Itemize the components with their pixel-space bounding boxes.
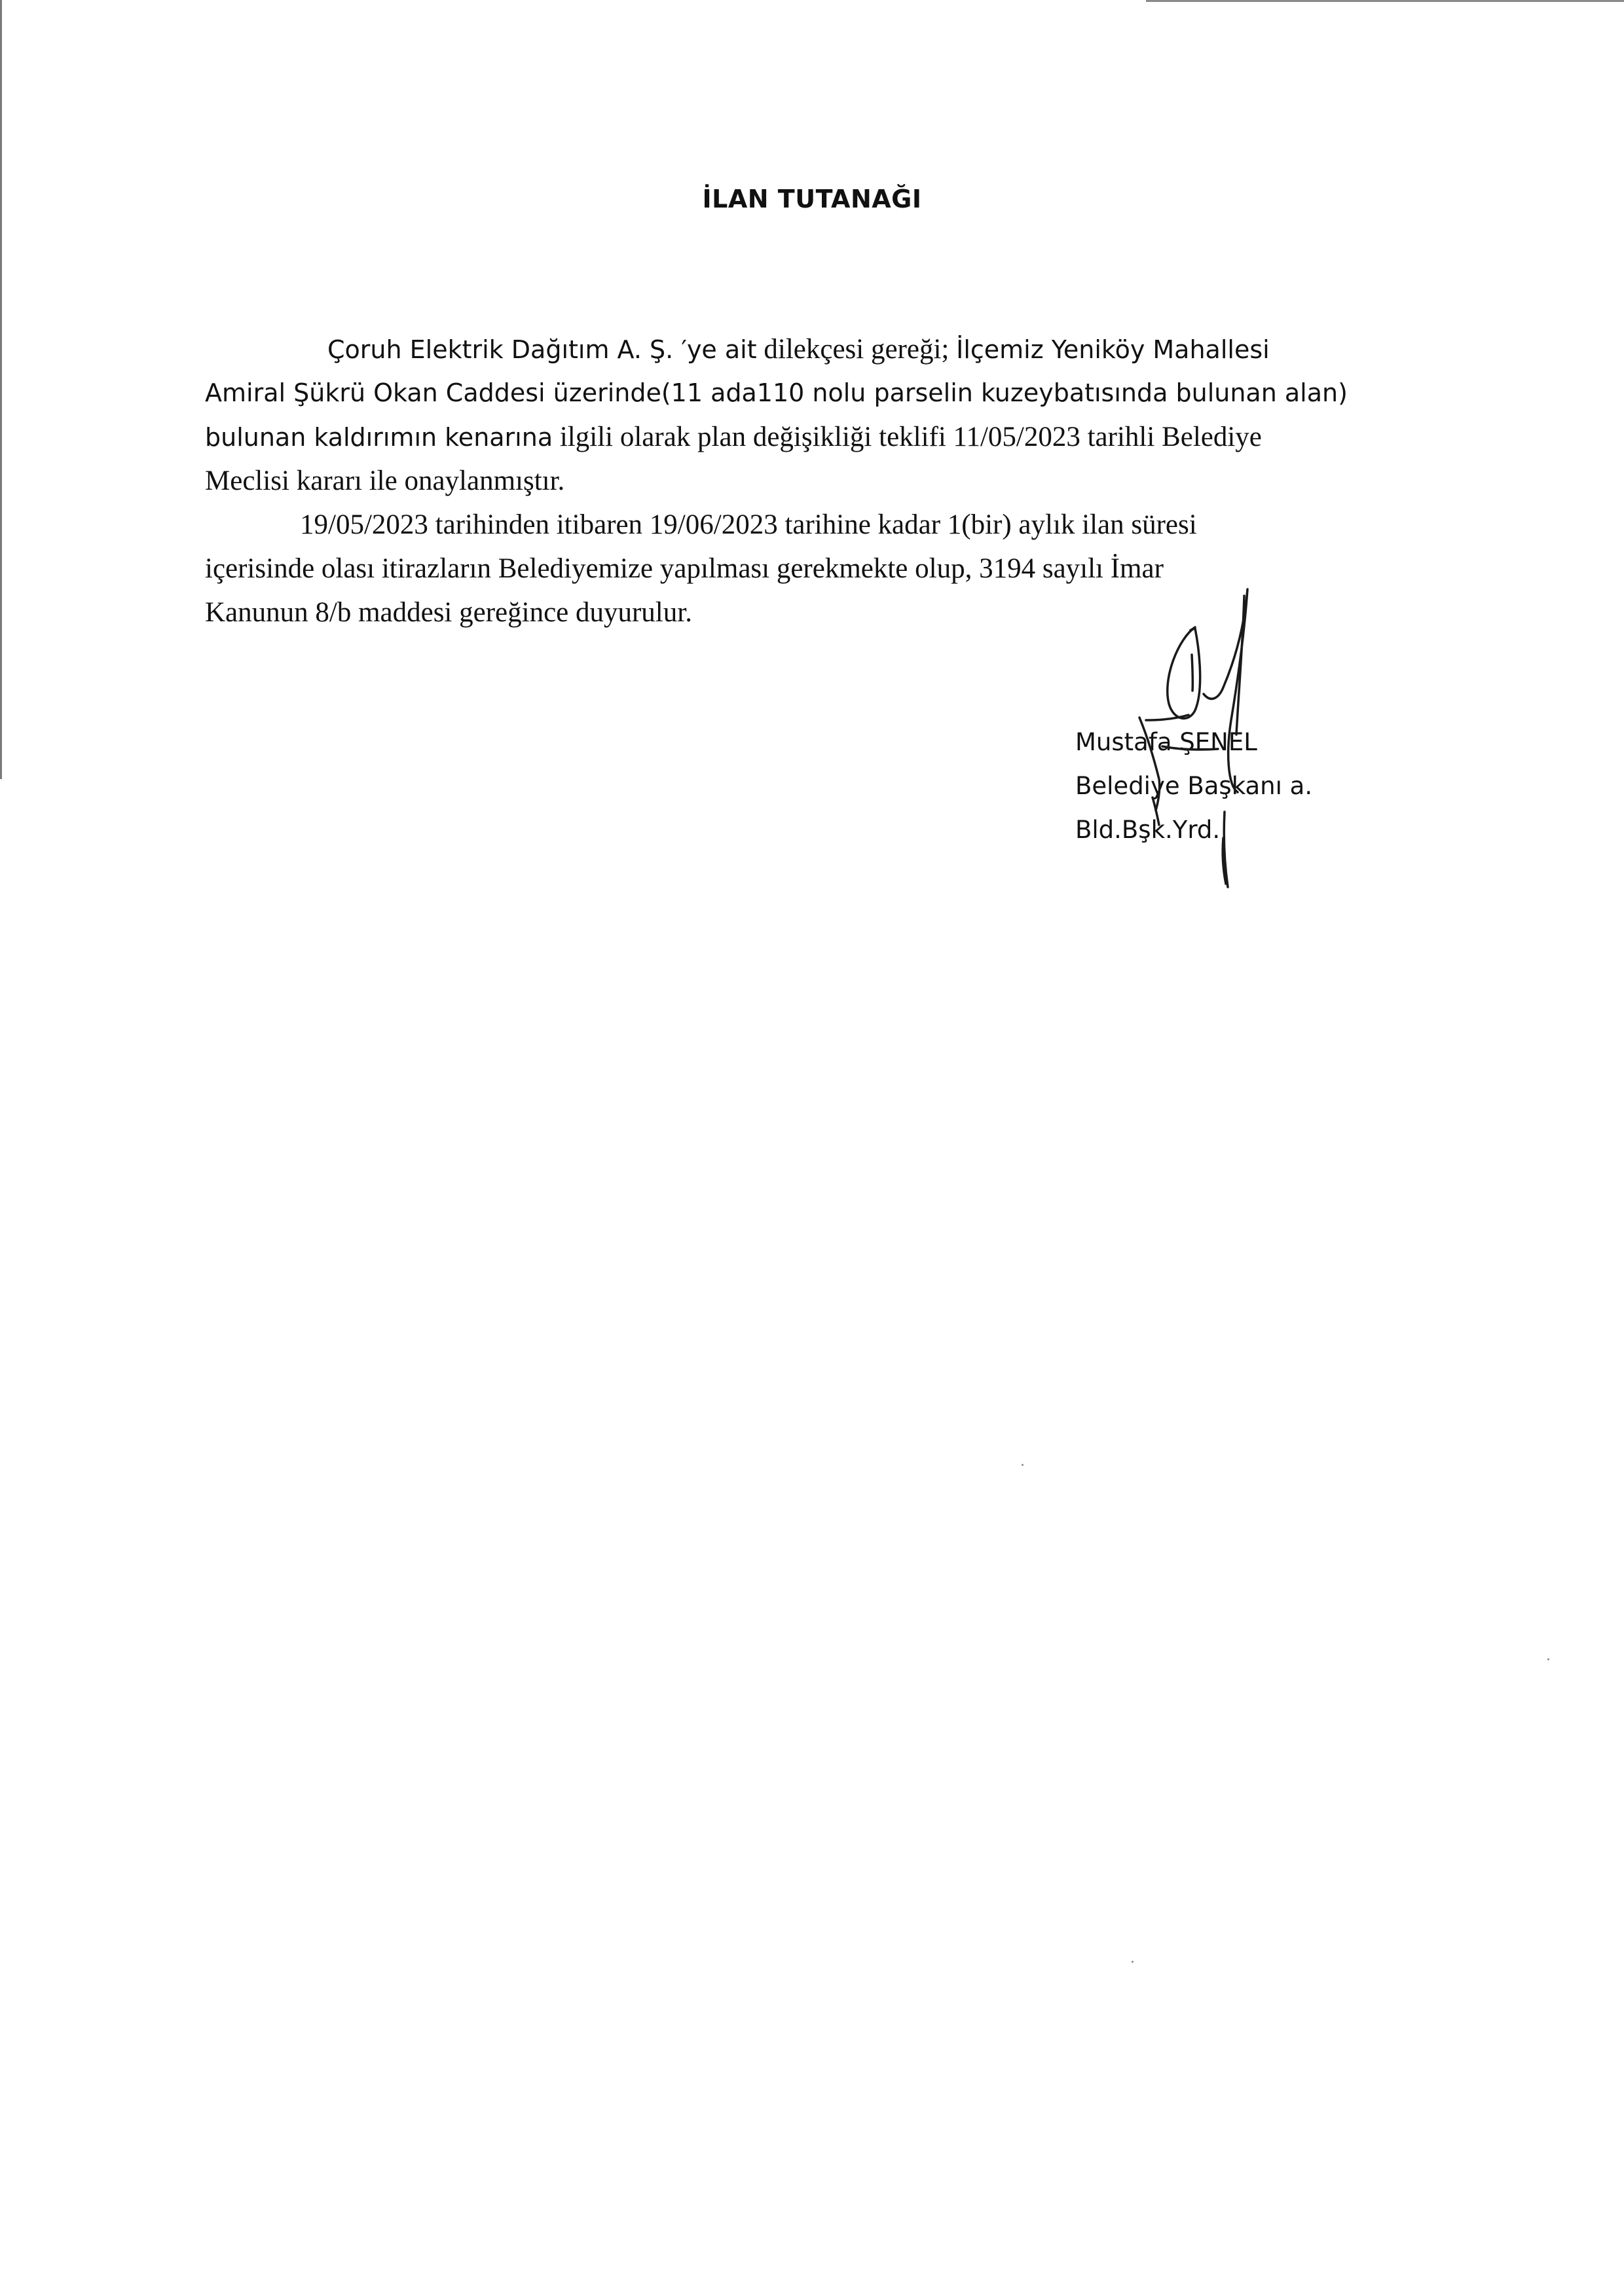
- handwritten-signature-icon: [1048, 563, 1349, 890]
- paragraph1-line1-part1: Çoruh Elektrik Dağıtım A. Ş. ′ye ait: [327, 335, 757, 364]
- paragraph2-line2: içerisinde olası itirazların Belediyemize yapılması gerekmekte olup, 3194 sayılı İmar: [205, 553, 1164, 584]
- paragraph1-line1-part3: İlçemiz Yeniköy Mahallesi: [956, 335, 1270, 364]
- scan-speck-icon: [1022, 1464, 1024, 1466]
- paragraph1-line3-part2: ilgili olarak plan değişikliği teklifi 11/05/2023 tarihli Belediye: [553, 422, 1262, 452]
- paragraph2-line1: 19/05/2023 tarihinden itibaren 19/06/2023 tarihine kadar 1(bir) aylık ilan süresi: [300, 509, 1197, 540]
- paragraph1-line1: [205, 327, 1443, 371]
- paragraph2-line3: Kanunun 8/b maddesi gereğince duyurulur.: [205, 597, 692, 628]
- paragraph1-line3: [205, 415, 1443, 459]
- scan-speck-icon: [1547, 1658, 1549, 1660]
- signatory-title: Belediye Başkanı a.: [1075, 772, 1313, 800]
- paragraph1-line1-part2: dilekçesi gereği;: [756, 334, 957, 365]
- document-title: İLAN TUTANAĞI: [702, 185, 922, 213]
- scan-edge-top: [1146, 0, 1624, 2]
- paragraph1-line2: Amiral Şükrü Okan Caddesi üzerinde(11 ada110 nolu parselin kuzeybatısında bulunan alan): [205, 378, 1348, 407]
- signatory-role: Bld.Bşk.Yrd.: [1075, 816, 1221, 844]
- paragraph1-line4: Meclisi kararı ile onaylanmıştır.: [205, 465, 565, 496]
- scan-edge-left: [0, 0, 2, 779]
- paragraph1-line3-part1: bulunan kaldırımın kenarına: [205, 423, 553, 452]
- scan-speck-icon: [1132, 1961, 1134, 1963]
- signatory-name: Mustafa ŞENEL: [1075, 728, 1257, 756]
